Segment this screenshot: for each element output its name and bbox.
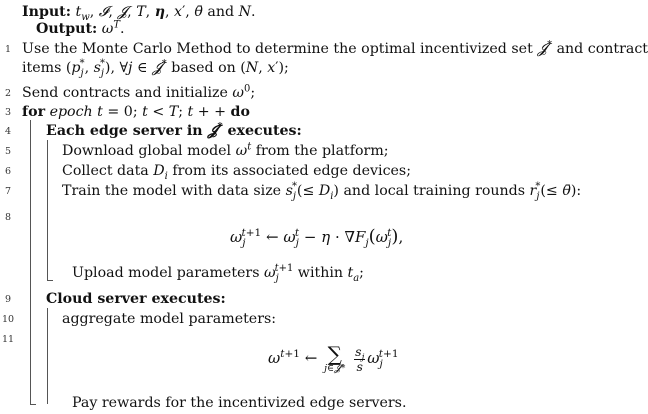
line-number: 4: [4, 126, 12, 137]
line-1-cont-text: items ($p_j^*$, $s_j^*$), ∀j ∈ 𝓙* based on (N, x′);: [22, 58, 289, 79]
algorithm-input: [22, 4, 256, 23]
line-number: 8: [4, 212, 12, 223]
for-block-rule: [30, 120, 31, 404]
line-number: 1: [4, 44, 12, 55]
algorithm-output: [36, 21, 125, 37]
line-number: 7: [4, 186, 12, 197]
line-5-text: Download global model $\omega^t$ from the platform;: [62, 141, 389, 159]
cloud-block-rule: [47, 308, 48, 404]
line-3-text: for epoch t = 0; t < T; t + + do: [22, 104, 250, 120]
line-1-text: Use the Monte Carlo Method to determine the optimal incentivized set 𝓙* and contract: [22, 39, 648, 57]
line-number: 3: [4, 107, 12, 118]
line-number: 6: [4, 166, 12, 177]
input-value: $t_w$, 𝓘, 𝓙, T, η, x′, θ̄ and N.: [75, 4, 256, 23]
output-label: Output:: [36, 21, 98, 37]
line-10-text: aggregate model parameters:: [62, 311, 277, 327]
line-6-text: Collect data $D_i$ from its associated edge devices;: [62, 163, 411, 182]
for-block-end: [30, 404, 36, 405]
line-number: 2: [4, 88, 12, 99]
line-number: 5: [4, 146, 12, 157]
line-11-cont-text: Pay rewards for the incentivized edge servers.: [72, 395, 407, 411]
do-keyword: do: [230, 104, 250, 120]
line-9-text: Cloud server executes:: [46, 291, 226, 307]
edge-block-end: [47, 280, 53, 281]
line-number: 11: [1, 334, 15, 345]
line-4-text: Each edge server in 𝓙* executes:: [46, 121, 302, 139]
summation-symbol: ∑ j∈𝓙*: [324, 342, 346, 374]
line-number: 10: [1, 314, 15, 325]
line-number: 9: [4, 294, 12, 305]
line-7-text: Train the model with data size $s_j^*(\le D_i)$ and local training rounds $r_j^*(\le$ θ̄):: [62, 181, 582, 202]
local-update-equation: $\omega_j^{t+1}$ ← $\omega_j^t - \eta \cdot \nabla F_j(\omega_j^t)$,: [230, 226, 404, 249]
input-label: Input:: [22, 4, 71, 20]
line-8-cont-text: Upload model parameters $\omega_j^{t+1}$ within $t_a$;: [72, 263, 364, 284]
output-value: $\omega^T$.: [101, 19, 125, 37]
for-keyword: for: [22, 104, 46, 120]
fraction: $\frac{s_j}{s}$: [355, 343, 365, 374]
line-2-text: Send contracts and initialize $\omega^0$;: [22, 83, 256, 101]
edge-block-rule: [47, 140, 48, 280]
aggregation-equation: $\omega^{t+1}$ ← ∑ j∈𝓙* $\frac{s_j}{s}$ $\omega_j^{t+1}$: [268, 342, 399, 374]
